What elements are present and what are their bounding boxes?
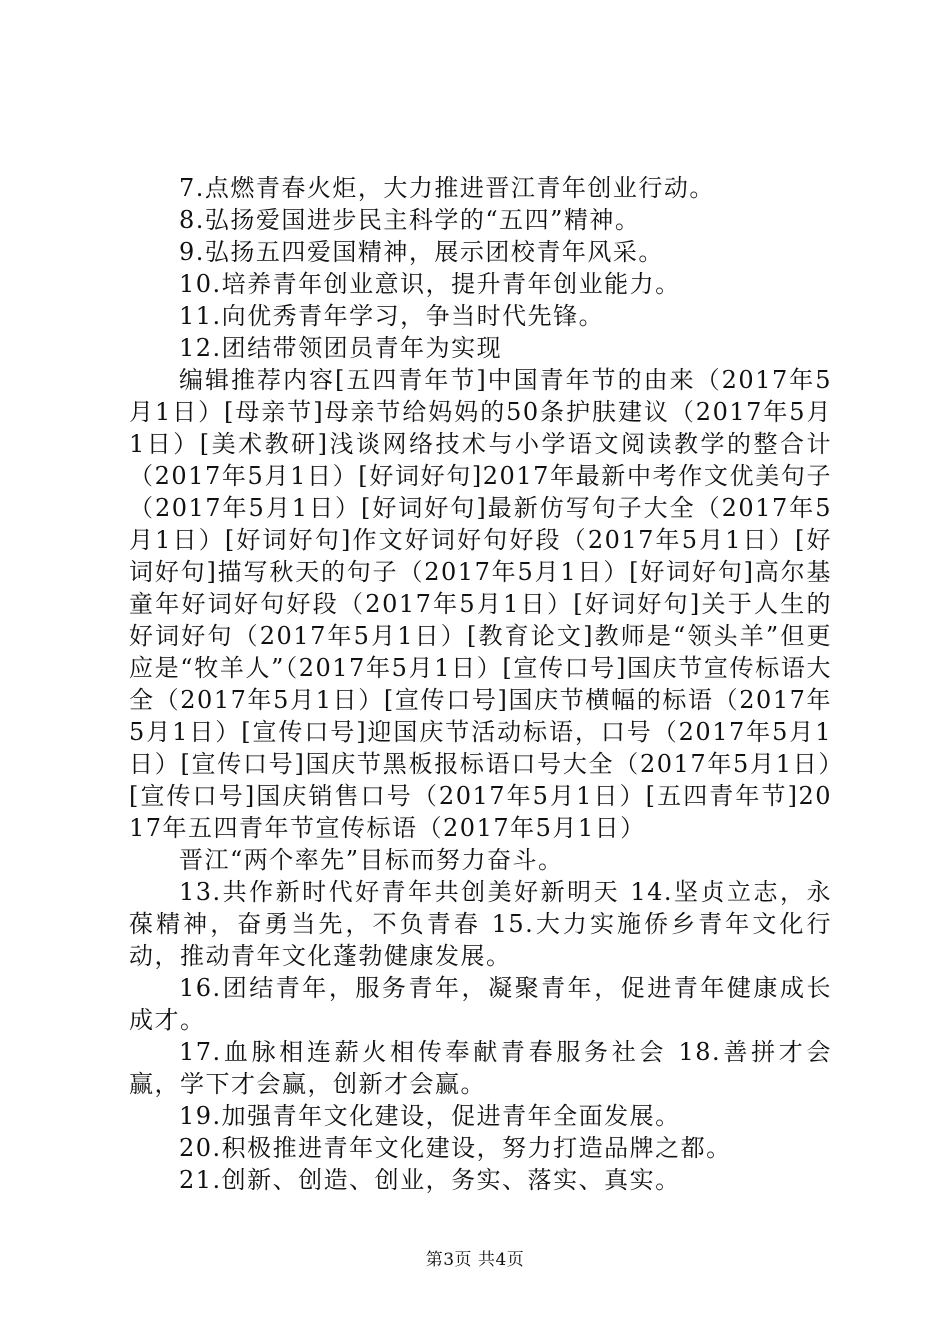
paragraph-slogan-9: 9.弘扬五四爱国精神，展示团校青年风采。 (179, 238, 664, 266)
paragraph-continuation: 晋江“两个率先”目标而努力奋斗。 (179, 846, 564, 874)
page-footer: 第3页 共4页 (425, 1250, 525, 1270)
paragraph-slogan-8: 8.弘扬爱国进步民主科学的“五四”精神。 (179, 206, 641, 234)
paragraph-recommended-content: 编辑推荐内容[五四青年节]中国青年节的由来（2017年5月1日）[母亲节]母亲节给妈妈的50条护肤建议（2017年5月1日）[美术教研]浅谈网络技术与小学语文阅读教学的整合计（2017年5月1日）[好词好句]2017年最新中考作文优美句子（2017年5月1日）[好词好句]最新仿写句子大全（2017年5月1日）[好词好句]作文好词好句好段（2017年5月1日）[好词好句]描写秋天的句子（2017年5月1日）[好词好句]高尔基童年好词好句好段（2017年5月1日）[好词好句]关于人生的好词好句（2017年5月1日）[教育论文]教师是“领头羊”但更应是“牧羊人”（2017年5月1日）[宣传口号]国庆节宣传标语大全（2017年5月1日）[宣传口号]国庆节横幅的标语（2017年5月1日）[宣传口号]迎国庆节活动标语，口号（2017年5月1日）[宣传口号]国庆节黑板报标语口号大全（2017年5月1日）[宣传口号]国庆销售口号（2017年5月1日）[五四青年节]2017年五四青年节宣传标语（2017年5月1日） (129, 366, 832, 842)
paragraph-slogan-10: 10.培养青年创业意识，提升青年创业能力。 (179, 270, 681, 298)
paragraph-slogan-11: 11.向优秀青年学习，争当时代先锋。 (179, 302, 605, 330)
paragraph-slogan-21: 21.创新、创造、创业，务实、落实、真实。 (179, 1166, 681, 1194)
paragraph-slogan-16: 16.团结青年，服务青年，凝聚青年，促进青年健康成长成才。 (129, 974, 832, 1034)
paragraph-slogan-19: 19.加强青年文化建设，促进青年全面发展。 (179, 1102, 681, 1130)
paragraph-slogan-7: 7.点燃青春火炬，大力推进晋江青年创业行动。 (179, 174, 715, 202)
document-body (129, 172, 832, 1196)
paragraph-slogan-17-18: 17.血脉相连薪火相传奉献青春服务社会 18.善拼才会赢，学下才会赢，创新才会赢。 (129, 1038, 832, 1098)
paragraph-slogan-12: 12.团结带领团员青年为实现 (179, 334, 503, 362)
paragraph-slogan-20: 20.积极推进青年文化建设，努力打造品牌之都。 (179, 1134, 732, 1162)
paragraph-slogan-13-15: 13.共作新时代好青年共创美好新明天 14.坚贞立志，永葆精神，奋勇当先，不负青春 15.大力实施侨乡青年文化行动，推动青年文化蓬勃健康发展。 (129, 878, 832, 970)
